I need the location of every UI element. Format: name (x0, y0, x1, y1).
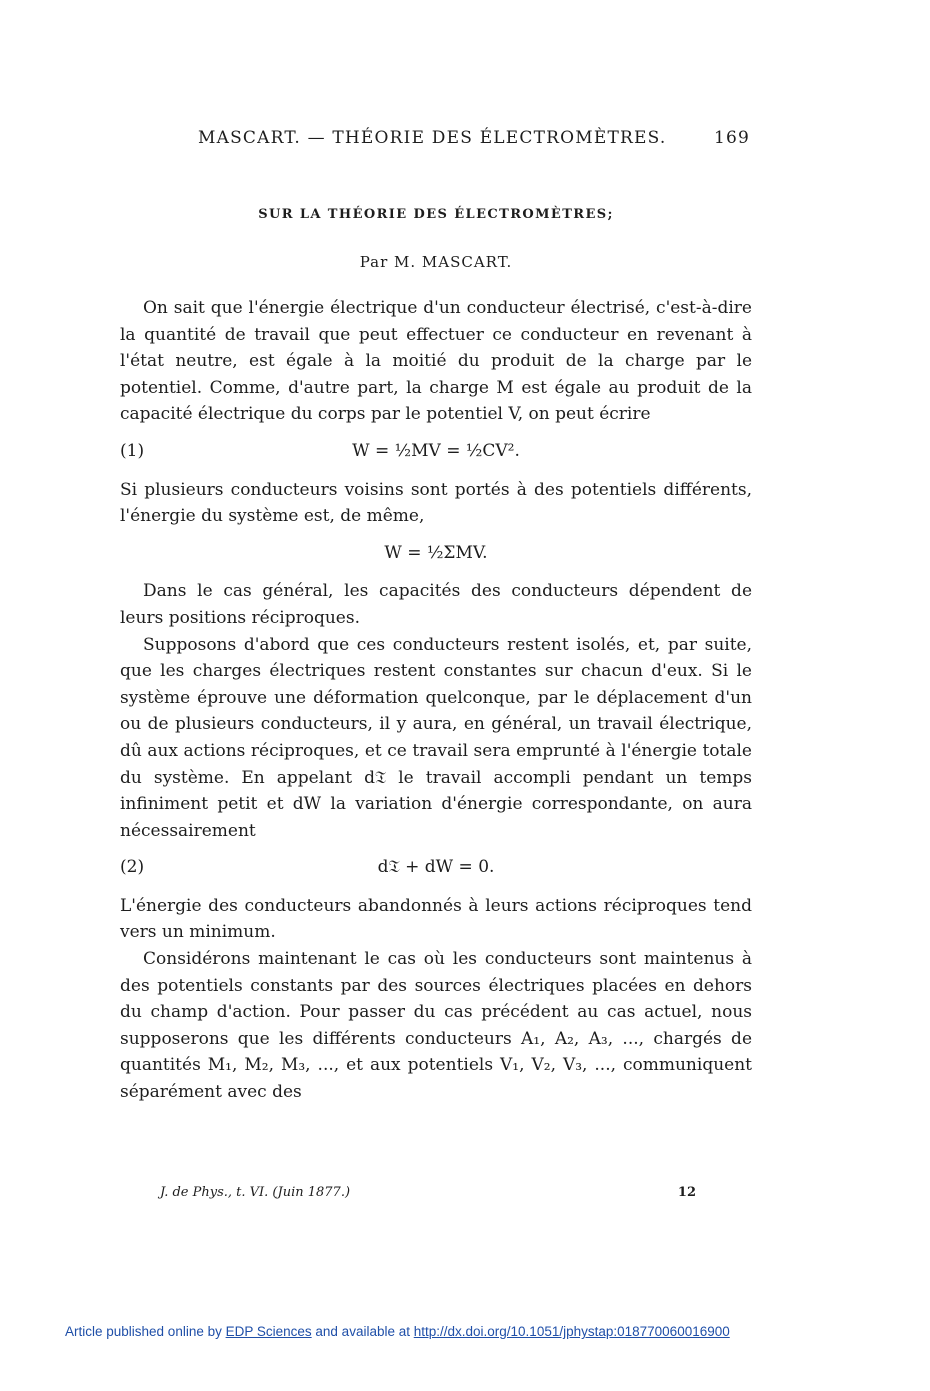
journal-reference: J. de Phys., t. VI. (Juin 1877.) (160, 1185, 351, 1200)
notice-prefix: Article published online by (65, 1324, 226, 1339)
running-head-title: MASCART. — THÉORIE DES ÉLECTROMÈTRES. (198, 128, 667, 148)
notice-middle: and available at (311, 1324, 414, 1339)
article-body (120, 295, 752, 1106)
equation-1-expression: W = ½MV = ½CV². (352, 440, 520, 461)
equation-number-2: (2) (120, 857, 145, 878)
publication-notice (65, 1324, 865, 1339)
paragraph-constant-potentials: Considérons maintenant le cas où les conducteurs sont maintenus à des potentiels constants par des sources électriques placées en dehors du champ d'action. Pour passer du cas précédent au cas actuel, nous supposerons que les différents conducteurs A₁, A₂, A₃, ..., chargés de quantités M₁, M₂, M₃, ..., et aux potentiels V₁, V₂, V₃, ..., communiquent séparément avec des (120, 949, 752, 1103)
equation-2-expression: d𝔗 + dW = 0. (377, 857, 495, 878)
paragraph-minimum-energy: L'énergie des conducteurs abandonnés à leurs actions réciproques tend vers un minimum. (120, 895, 752, 943)
article-title: SUR LA THÉORIE DES ÉLECTROMÈTRES; (258, 207, 614, 222)
paragraph-general-case: Dans le cas général, les capacités des conducteurs dépendent de leurs positions réciproques. (120, 581, 752, 628)
publisher-link[interactable]: EDP Sciences (225, 1324, 312, 1339)
paragraph-energy-definition: On sait que l'énergie électrique d'un conducteur électrisé, c'est-à-dire la quantité de travail que peut effectuer ce conducteur en revenant à l'état neutre, est égale à la moitié du produit de la charge par le potentiel. Comme, d'autre part, la charge M est égale au produit de la capacité électrique du corps par le potentiel V, on peut écrire (120, 298, 752, 425)
page-number: 169 (713, 128, 750, 148)
paragraph-multiple-conductors: Si plusieurs conducteurs voisins sont portés à des potentiels différents, l'énergie du système est, de même, (120, 479, 752, 527)
equation-sum-expression: W = ½ΣMV. (384, 542, 488, 563)
doi-link[interactable]: http://dx.doi.org/10.1051/jphystap:018770060016900 (413, 1324, 730, 1339)
equation-number-1: (1) (120, 440, 145, 461)
article-byline: Par M. MASCART. (359, 253, 513, 271)
equation-2 (120, 854, 752, 881)
signature-mark: 12 (677, 1185, 696, 1200)
paragraph-isolated-conductors: Supposons d'abord que ces conducteurs restent isolés, et, par suite, que les charges électriques restent constantes sur chacun d'eux. Si le système éprouve une déformation quelconque, par le déplacement d'un ou de plusieurs conducteurs, il y aura, en général, un travail électrique, dû aux actions réciproques, et ce travail sera emprunté à l'énergie totale du système. En appelant d𝔗 le travail accompli pendant un temps infiniment petit et dW la variation d'énergie correspondante, on aura nécessairement (120, 634, 752, 841)
equation-1 (120, 438, 752, 465)
equation-sum (120, 540, 752, 567)
